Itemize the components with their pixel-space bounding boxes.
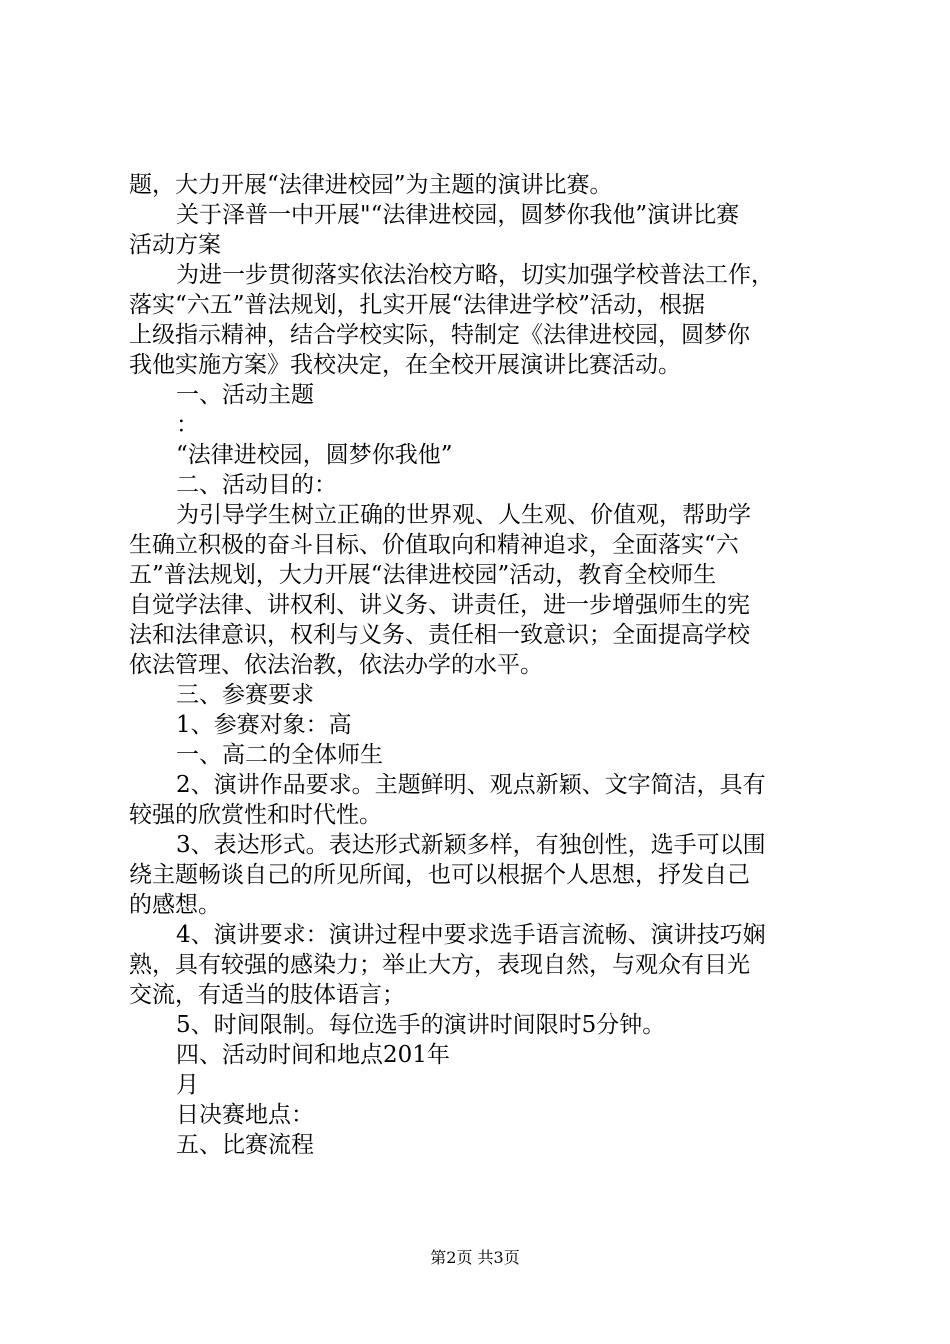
body-line: “法律进校园，圆梦你我他” <box>176 442 453 468</box>
body-line: 熟，具有较强的感染力；举止大方，表现自然，与观众有目光 <box>129 952 750 978</box>
body-line: 一、活动主题 <box>176 382 314 408</box>
body-line: 绕主题畅谈自己的所见所闻，也可以根据个人思想，抒发自己 <box>129 862 750 888</box>
body-line: 3、表达形式。表达形式新颖多样，有独创性，选手可以围 <box>176 832 766 858</box>
body-line: 关于泽普一中开展"“法律进校园，圆梦你我他”演讲比赛 <box>176 202 740 228</box>
body-line: 三、参赛要求 <box>176 682 314 708</box>
body-line: 为引导学生树立正确的世界观、人生观、价值观，帮助学 <box>176 502 751 528</box>
body-line: 落实“六五”普法规划，扎实开展“法律进学校”活动，根据 <box>129 292 706 318</box>
body-line: 我他实施方案》我校决定，在全校开展演讲比赛活动。 <box>129 352 681 378</box>
body-line: 交流，有适当的肢体语言； <box>129 982 405 1008</box>
body-line: 5、时间限制。每位选手的演讲时间限时5分钟。 <box>176 1012 666 1038</box>
body-line: 生确立积极的奋斗目标、价值取向和精神追求，全面落实“六 <box>129 532 739 558</box>
body-line: 上级指示精神，结合学校实际，特制定《法律进校园，圆梦你 <box>129 322 750 348</box>
body-line: 活动方案 <box>129 232 221 258</box>
body-line: 二、活动目的： <box>176 472 337 498</box>
page-footer: 第2页 共3页 <box>430 1248 520 1267</box>
body-line: 四、活动时间和地点201年 <box>176 1042 450 1068</box>
body-line: 4、演讲要求：演讲过程中要求选手语言流畅、演讲技巧娴 <box>176 922 766 948</box>
body-line: 1、参赛对象：高 <box>176 712 352 738</box>
body-line: 月 <box>176 1072 199 1098</box>
body-line: 自觉学法律、讲权利、讲义务、讲责任，进一步增强师生的宪 <box>129 592 750 618</box>
body-line: 五”普法规划，大力开展“法律进校园”活动，教育全校师生 <box>129 562 717 588</box>
body-line: 较强的欣赏性和时代性。 <box>129 802 382 828</box>
body-line: 依法管理、依法治教，依法办学的水平。 <box>129 652 543 678</box>
body-line: ： <box>176 412 199 438</box>
body-line: 法和法律意识，权利与义务、责任相一致意识；全面提高学校 <box>129 622 750 648</box>
body-line: 日决赛地点： <box>176 1102 314 1128</box>
document-body <box>129 170 829 1160</box>
body-line: 为进一步贯彻落实依法治校方略，切实加强学校普法工作， <box>176 262 774 288</box>
body-line: 题，大力开展“法律进校园”为主题的演讲比赛。 <box>129 172 613 198</box>
body-line: 2、演讲作品要求。主题鲜明、观点新颖、文字简洁，具有 <box>176 772 766 798</box>
body-line: 五、比赛流程 <box>176 1132 314 1158</box>
body-line: 一、高二的全体师生 <box>176 742 383 768</box>
body-line: 的感想。 <box>129 892 221 918</box>
